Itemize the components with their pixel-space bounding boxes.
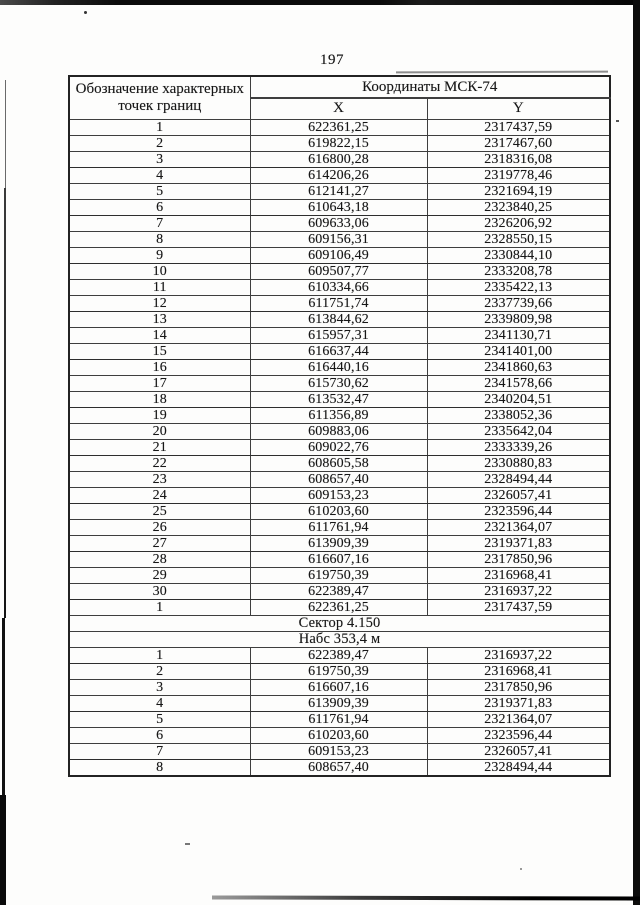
y-cell: 2319371,83 xyxy=(427,535,610,551)
x-cell: 619750,39 xyxy=(250,663,427,679)
table-row xyxy=(69,743,610,759)
x-cell: 615957,31 xyxy=(250,327,427,343)
y-cell: 2317437,59 xyxy=(427,599,610,615)
y-cell: 2338052,36 xyxy=(427,407,610,423)
x-cell: 619822,15 xyxy=(250,135,427,151)
point-cell: 1 xyxy=(69,647,250,663)
point-cell: 7 xyxy=(69,215,250,231)
y-cell: 2333208,78 xyxy=(427,263,610,279)
point-cell: 3 xyxy=(69,679,250,695)
section-2-body xyxy=(69,615,610,776)
x-cell: 611761,94 xyxy=(250,519,427,535)
sector-elevation: Набс 353,4 м xyxy=(69,631,610,647)
x-cell: 609153,23 xyxy=(250,487,427,503)
y-cell: 2330844,10 xyxy=(427,247,610,263)
table-row xyxy=(69,231,610,247)
y-cell: 2316968,41 xyxy=(427,663,610,679)
x-cell: 610203,60 xyxy=(250,503,427,519)
table-row xyxy=(69,327,610,343)
y-cell: 2316937,22 xyxy=(427,583,610,599)
y-cell: 2321694,19 xyxy=(427,183,610,199)
point-cell: 17 xyxy=(69,375,250,391)
scan-artifact-smudge-line xyxy=(396,71,608,74)
table-row xyxy=(69,215,610,231)
scan-speck xyxy=(520,868,522,870)
table-row xyxy=(69,503,610,519)
scan-artifact-left-line xyxy=(2,618,5,798)
x-cell: 608605,58 xyxy=(250,455,427,471)
x-cell: 622389,47 xyxy=(250,583,427,599)
y-cell: 2335642,04 xyxy=(427,423,610,439)
table-row xyxy=(69,263,610,279)
page-number: 197 xyxy=(320,52,344,68)
points-header-line-2: точек границ xyxy=(118,97,202,114)
point-cell: 3 xyxy=(69,151,250,167)
scan-artifact-bottom-line xyxy=(212,895,640,900)
table-row xyxy=(69,167,610,183)
table-row xyxy=(69,679,610,695)
y-cell: 2341401,00 xyxy=(427,343,610,359)
table-row xyxy=(69,247,610,263)
y-cell: 2328494,44 xyxy=(427,759,610,776)
header-row-1 xyxy=(69,76,610,98)
x-cell: 611761,94 xyxy=(250,711,427,727)
x-column-header: X xyxy=(250,98,427,119)
x-cell: 611751,74 xyxy=(250,295,427,311)
table-row xyxy=(69,279,610,295)
points-header-line-1: Обозначение характерных xyxy=(75,80,244,97)
point-cell: 9 xyxy=(69,247,250,263)
table-row xyxy=(69,455,610,471)
table-row xyxy=(69,759,610,776)
sector-title-row xyxy=(69,615,610,631)
x-cell: 613844,62 xyxy=(250,311,427,327)
table-row xyxy=(69,695,610,711)
table-row xyxy=(69,583,610,599)
table-row xyxy=(69,343,610,359)
table-row xyxy=(69,199,610,215)
point-cell: 7 xyxy=(69,743,250,759)
x-cell: 610334,66 xyxy=(250,279,427,295)
y-cell: 2317437,59 xyxy=(427,119,610,135)
point-cell: 12 xyxy=(69,295,250,311)
sector-title: Сектор 4.150 xyxy=(69,615,610,631)
point-cell: 11 xyxy=(69,279,250,295)
scan-artifact-right-bar xyxy=(633,0,640,905)
x-cell: 622361,25 xyxy=(250,599,427,615)
x-cell: 610203,60 xyxy=(250,727,427,743)
table-row xyxy=(69,375,610,391)
x-cell: 610643,18 xyxy=(250,199,427,215)
point-cell: 1 xyxy=(69,119,250,135)
y-cell: 2323596,44 xyxy=(427,727,610,743)
table-row xyxy=(69,519,610,535)
y-cell: 2328550,15 xyxy=(427,231,610,247)
x-cell: 609633,06 xyxy=(250,215,427,231)
table-row xyxy=(69,551,610,567)
x-cell: 616440,16 xyxy=(250,359,427,375)
scan-speck xyxy=(84,11,87,14)
table-row xyxy=(69,647,610,663)
y-cell: 2317467,60 xyxy=(427,135,610,151)
point-cell: 26 xyxy=(69,519,250,535)
y-cell: 2340204,51 xyxy=(427,391,610,407)
x-cell: 609883,06 xyxy=(250,423,427,439)
point-cell: 13 xyxy=(69,311,250,327)
point-cell: 28 xyxy=(69,551,250,567)
point-cell: 5 xyxy=(69,711,250,727)
table-row xyxy=(69,711,610,727)
x-cell: 622389,47 xyxy=(250,647,427,663)
y-cell: 2328494,44 xyxy=(427,471,610,487)
point-cell: 6 xyxy=(69,199,250,215)
point-cell: 22 xyxy=(69,455,250,471)
y-cell: 2326206,92 xyxy=(427,215,610,231)
y-cell: 2316937,22 xyxy=(427,647,610,663)
x-cell: 616637,44 xyxy=(250,343,427,359)
point-cell: 4 xyxy=(69,695,250,711)
y-cell: 2323840,25 xyxy=(427,199,610,215)
scan-artifact-top-bar xyxy=(0,0,640,5)
table-row xyxy=(69,391,610,407)
coordinates-table xyxy=(68,75,611,777)
table-row xyxy=(69,567,610,583)
point-cell: 5 xyxy=(69,183,250,199)
y-cell: 2339809,98 xyxy=(427,311,610,327)
table-row xyxy=(69,663,610,679)
y-column-header: Y xyxy=(427,98,610,119)
y-cell: 2317850,96 xyxy=(427,551,610,567)
x-cell: 622361,25 xyxy=(250,119,427,135)
x-cell: 609153,23 xyxy=(250,743,427,759)
section-1-body xyxy=(69,119,610,615)
x-cell: 613532,47 xyxy=(250,391,427,407)
coordinates-system-header: Координаты МСК-74 xyxy=(250,76,610,98)
point-cell: 1 xyxy=(69,599,250,615)
x-cell: 609106,49 xyxy=(250,247,427,263)
table-row xyxy=(69,135,610,151)
y-cell: 2317850,96 xyxy=(427,679,610,695)
point-cell: 4 xyxy=(69,167,250,183)
x-cell: 619750,39 xyxy=(250,567,427,583)
x-cell: 611356,89 xyxy=(250,407,427,423)
x-cell: 608657,40 xyxy=(250,471,427,487)
table-row xyxy=(69,535,610,551)
point-cell: 2 xyxy=(69,663,250,679)
table-row xyxy=(69,423,610,439)
point-cell: 2 xyxy=(69,135,250,151)
point-cell: 23 xyxy=(69,471,250,487)
point-cell: 8 xyxy=(69,231,250,247)
table-row xyxy=(69,359,610,375)
table-row xyxy=(69,311,610,327)
point-cell: 29 xyxy=(69,567,250,583)
x-cell: 609022,76 xyxy=(250,439,427,455)
x-cell: 608657,40 xyxy=(250,759,427,776)
point-cell: 6 xyxy=(69,727,250,743)
point-cell: 18 xyxy=(69,391,250,407)
y-cell: 2330880,83 xyxy=(427,455,610,471)
scan-artifact-left-line xyxy=(4,188,6,618)
y-cell: 2323596,44 xyxy=(427,503,610,519)
y-cell: 2341578,66 xyxy=(427,375,610,391)
x-cell: 613909,39 xyxy=(250,535,427,551)
y-cell: 2326057,41 xyxy=(427,743,610,759)
table-row xyxy=(69,439,610,455)
table-row xyxy=(69,183,610,199)
point-cell: 16 xyxy=(69,359,250,375)
table-row xyxy=(69,727,610,743)
point-cell: 14 xyxy=(69,327,250,343)
y-cell: 2316968,41 xyxy=(427,567,610,583)
point-cell: 21 xyxy=(69,439,250,455)
y-cell: 2341130,71 xyxy=(427,327,610,343)
x-cell: 615730,62 xyxy=(250,375,427,391)
x-cell: 609507,77 xyxy=(250,263,427,279)
y-cell: 2321364,07 xyxy=(427,711,610,727)
point-cell: 15 xyxy=(69,343,250,359)
point-cell: 24 xyxy=(69,487,250,503)
x-cell: 616607,16 xyxy=(250,551,427,567)
scan-speck xyxy=(185,843,190,845)
table-row xyxy=(69,119,610,135)
x-cell: 616607,16 xyxy=(250,679,427,695)
y-cell: 2319371,83 xyxy=(427,695,610,711)
table-row xyxy=(69,471,610,487)
scan-artifact-left-line xyxy=(0,795,6,905)
table-row xyxy=(69,295,610,311)
point-cell: 20 xyxy=(69,423,250,439)
table-header xyxy=(69,76,610,119)
y-cell: 2335422,13 xyxy=(427,279,610,295)
y-cell: 2341860,63 xyxy=(427,359,610,375)
x-cell: 609156,31 xyxy=(250,231,427,247)
y-cell: 2319778,46 xyxy=(427,167,610,183)
scan-artifact-left-line xyxy=(5,80,6,188)
scan-speck xyxy=(616,120,619,122)
x-cell: 616800,28 xyxy=(250,151,427,167)
point-cell: 19 xyxy=(69,407,250,423)
point-cell: 8 xyxy=(69,759,250,776)
y-cell: 2337739,66 xyxy=(427,295,610,311)
y-cell: 2333339,26 xyxy=(427,439,610,455)
x-cell: 614206,26 xyxy=(250,167,427,183)
table-row xyxy=(69,599,610,615)
sector-elevation-row xyxy=(69,631,610,647)
point-cell: 30 xyxy=(69,583,250,599)
point-cell: 27 xyxy=(69,535,250,551)
x-cell: 612141,27 xyxy=(250,183,427,199)
table-row xyxy=(69,151,610,167)
points-column-header xyxy=(69,76,250,119)
x-cell: 613909,39 xyxy=(250,695,427,711)
point-cell: 25 xyxy=(69,503,250,519)
y-cell: 2318316,08 xyxy=(427,151,610,167)
y-cell: 2326057,41 xyxy=(427,487,610,503)
table-row xyxy=(69,487,610,503)
table-row xyxy=(69,407,610,423)
point-cell: 10 xyxy=(69,263,250,279)
y-cell: 2321364,07 xyxy=(427,519,610,535)
